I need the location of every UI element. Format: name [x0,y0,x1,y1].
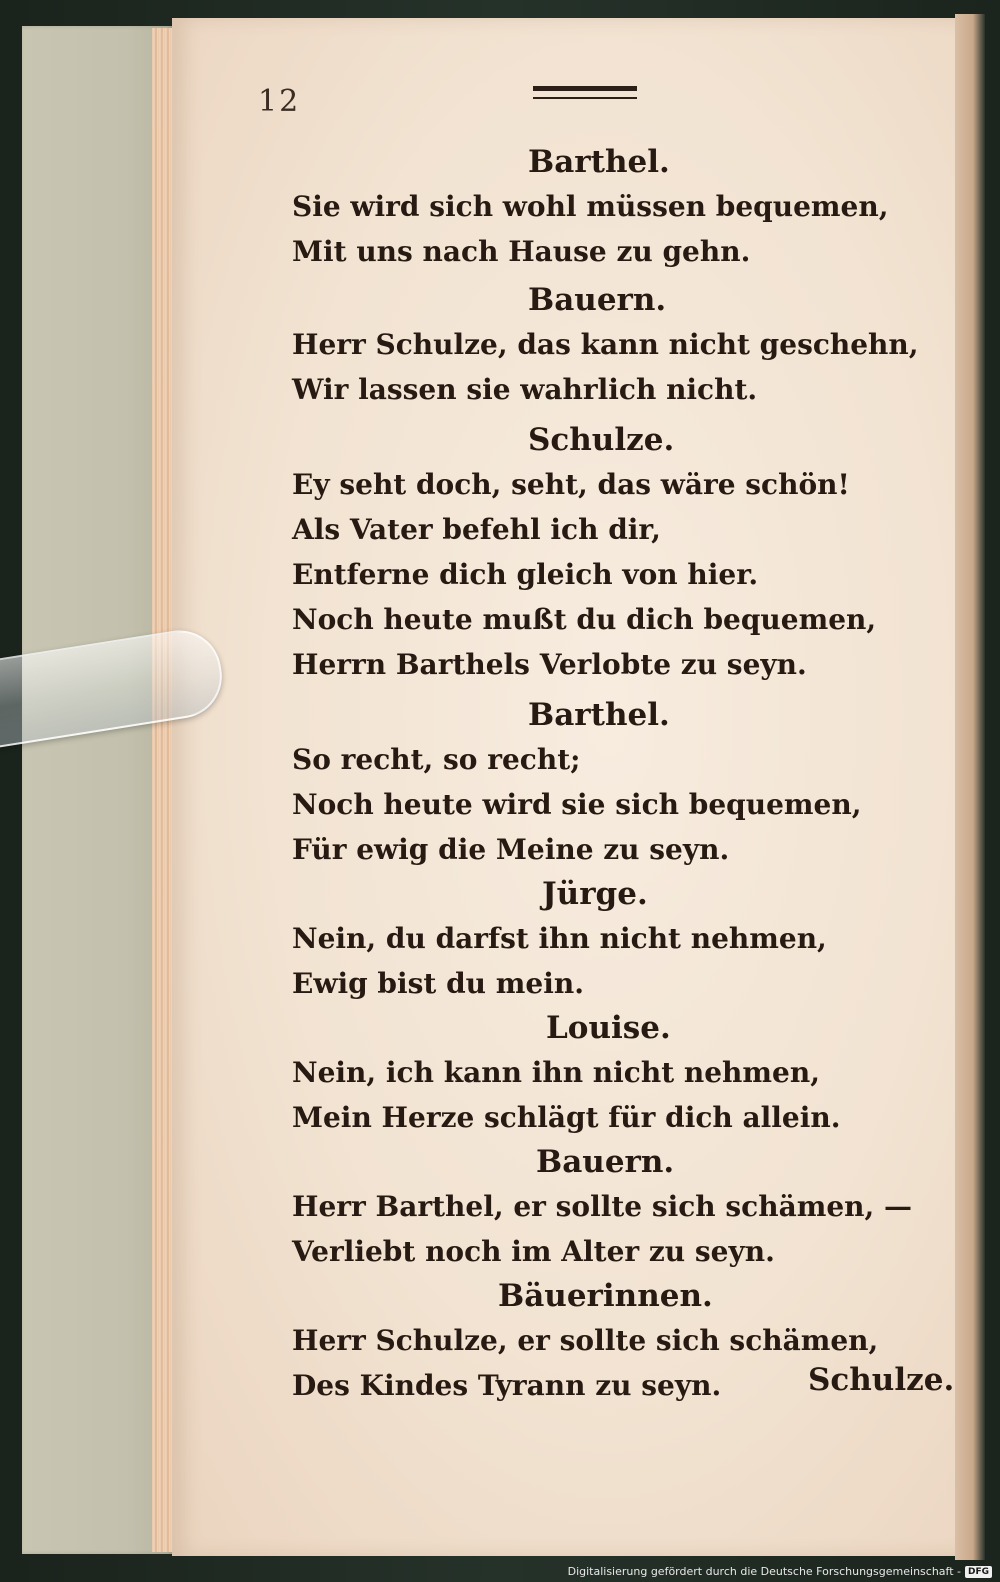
verse-line: Noch heute wird sie sich bequemen, [292,788,862,821]
speaker-name: Bauern. [536,1144,675,1180]
footer-text: Digitalisierung gefördert durch die Deutsche Forschungsgemeinschaft - [567,1565,961,1578]
verse-line: Mit uns nach Hause zu gehn. [292,235,751,268]
dialogue-block [292,418,912,687]
digitization-footer [568,1565,992,1578]
dialogue-block [292,140,912,274]
dialogue-block [292,693,912,872]
speaker-name: Schulze. [528,422,675,458]
verse-line: So recht, so recht; [292,743,581,776]
right-page-edge [955,14,985,1560]
verse-line: Entferne dich gleich von hier. [292,558,759,591]
catchword: Schulze. [808,1362,955,1398]
dialogue-block [292,1140,912,1274]
verse-line: Herrn Barthels Verlobte zu seyn. [292,648,807,681]
speaker-name: Barthel. [528,697,670,733]
verse-line: Des Kindes Tyrann zu seyn. [292,1369,722,1402]
verse-line: Ewig bist du mein. [292,967,584,1000]
speaker-name: Bäuerinnen. [498,1278,713,1314]
play-text [292,140,919,1408]
verse-line: Mein Herze schlägt für dich allein. [292,1101,841,1134]
verse-line: Nein, ich kann ihn nicht nehmen, [292,1056,820,1089]
page-number: 12 [258,84,301,119]
verse-line: Als Vater befehl ich dir, [292,513,661,546]
speaker-name: Bauern. [528,282,667,318]
verse-line: Nein, du darfst ihn nicht nehmen, [292,922,827,955]
verse-line: Sie wird sich wohl müssen bequemen, [292,190,889,223]
verse-line: Noch heute mußt du dich bequemen, [292,603,877,636]
dfg-logo: DFG [965,1566,992,1578]
dialogue-block [292,278,919,412]
dialogue-block [292,1006,912,1140]
verse-line: Wir lassen sie wahrlich nicht. [292,373,758,406]
verse-line: Ey seht doch, seht, das wäre schön! [292,468,850,501]
header-rule-thin [533,97,637,99]
speaker-name: Jürge. [542,876,648,912]
verse-line: Verliebt noch im Alter zu seyn. [292,1235,775,1268]
header-rule-thick [533,86,637,91]
verse-line: Herr Schulze, das kann nicht geschehn, [292,328,919,361]
verse-line: Für ewig die Meine zu seyn. [292,833,730,866]
page-stack-edge [152,28,174,1552]
left-page-leaf [22,26,172,1554]
speaker-name: Barthel. [528,144,670,180]
verse-line: Herr Schulze, er sollte sich schämen, [292,1324,879,1357]
verse-line: Herr Barthel, er sollte sich schämen, — [292,1190,913,1223]
speaker-name: Louise. [546,1010,671,1046]
dialogue-block [292,872,912,1006]
